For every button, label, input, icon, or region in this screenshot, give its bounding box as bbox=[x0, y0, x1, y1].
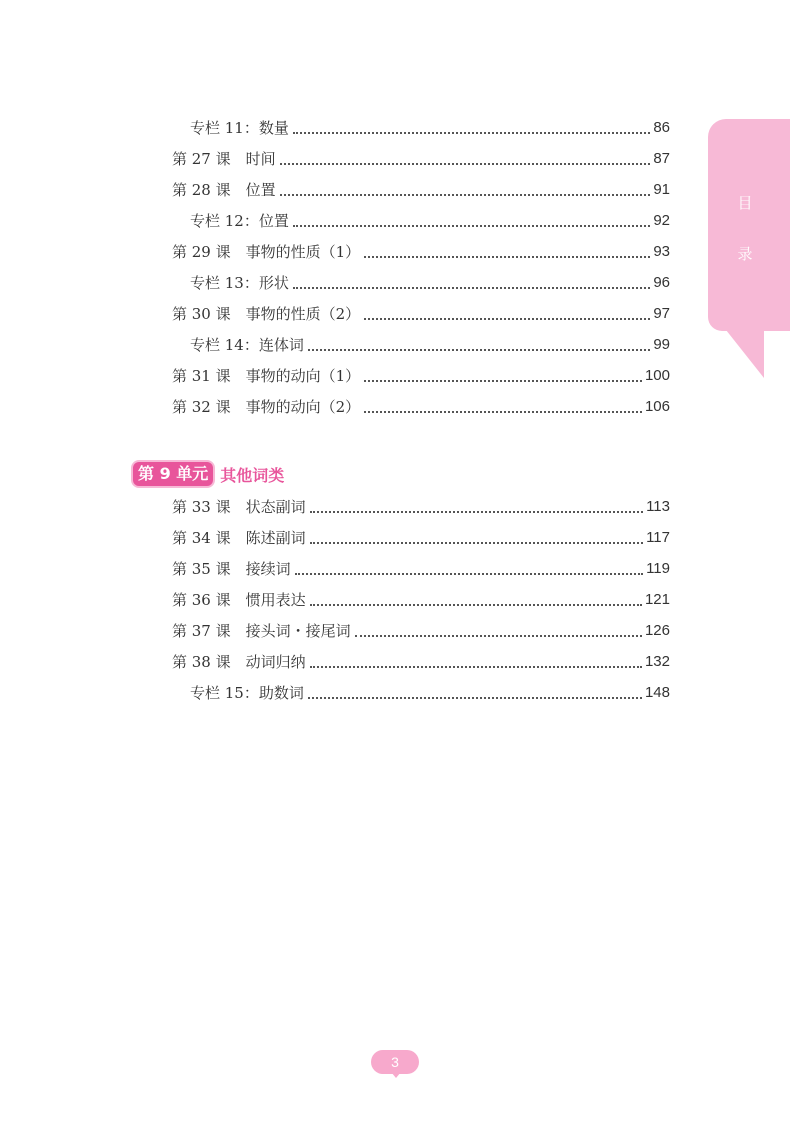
entry-page-number: 132 bbox=[644, 653, 670, 670]
entry-title: 第 28 课 位置 bbox=[172, 181, 276, 199]
toc-entry[interactable] bbox=[190, 681, 670, 705]
entry-page-number: 93 bbox=[653, 243, 670, 260]
dot-leader bbox=[310, 604, 642, 606]
entry-title: 第 33 课 状态副词 bbox=[172, 498, 306, 516]
unit-title: 其他词类 bbox=[220, 465, 285, 485]
toc-entry[interactable] bbox=[172, 147, 670, 171]
entry-title: 第 31 课 事物的动向（1） bbox=[172, 367, 361, 385]
dot-leader bbox=[310, 542, 643, 544]
entry-title: 第 34 课 陈述副词 bbox=[172, 529, 306, 547]
toc-entry[interactable] bbox=[190, 333, 670, 357]
entry-title: 第 32 课 事物的动向（2） bbox=[172, 398, 361, 416]
toc-entry[interactable] bbox=[172, 495, 670, 519]
entry-page-number: 97 bbox=[653, 305, 670, 322]
entry-page-number: 92 bbox=[653, 212, 670, 229]
toc-entry[interactable] bbox=[172, 240, 670, 264]
entry-title: 第 38 课 动词归纳 bbox=[172, 653, 306, 671]
entry-title: 专栏 13：形状 bbox=[190, 274, 289, 292]
entry-page-number: 96 bbox=[653, 274, 670, 291]
dot-leader bbox=[364, 411, 642, 413]
entry-title: 第 29 课 事物的性质（1） bbox=[172, 243, 361, 261]
toc-entry[interactable] bbox=[172, 178, 670, 202]
entry-page-number: 106 bbox=[644, 398, 670, 415]
entry-title: 专栏 14：连体词 bbox=[190, 336, 304, 354]
entry-title: 专栏 12：位置 bbox=[190, 212, 289, 230]
toc-entry[interactable] bbox=[172, 557, 670, 581]
entry-title: 第 37 课 接头词・接尾词 bbox=[172, 622, 351, 640]
dot-leader bbox=[364, 318, 650, 320]
toc-entry[interactable] bbox=[172, 650, 670, 674]
dot-leader bbox=[310, 511, 643, 513]
dot-leader bbox=[310, 666, 642, 668]
toc-entry[interactable] bbox=[172, 619, 670, 643]
entry-title: 第 27 课 时间 bbox=[172, 150, 276, 168]
toc-entry[interactable] bbox=[172, 526, 670, 550]
entry-page-number: 99 bbox=[653, 336, 670, 353]
entry-page-number: 119 bbox=[646, 560, 670, 577]
entry-page-number: 117 bbox=[646, 529, 670, 546]
page-number-notch bbox=[391, 1072, 401, 1078]
side-tab-tail bbox=[726, 330, 764, 378]
toc-entry[interactable] bbox=[172, 302, 670, 326]
contents-side-tab bbox=[708, 119, 790, 331]
dot-leader bbox=[308, 349, 650, 351]
side-tab-char: 目 bbox=[737, 194, 753, 212]
entry-title: 专栏 15：助数词 bbox=[190, 684, 304, 702]
toc-entry[interactable] bbox=[172, 395, 670, 419]
entry-title: 专栏 11：数量 bbox=[190, 119, 289, 137]
entry-page-number: 86 bbox=[653, 119, 670, 136]
toc-entry[interactable] bbox=[190, 209, 670, 233]
entry-page-number: 148 bbox=[644, 684, 670, 701]
unit-heading bbox=[133, 461, 284, 487]
unit-badge: 第 9 单元 bbox=[133, 462, 213, 486]
entry-title: 第 35 课 接续词 bbox=[172, 560, 291, 578]
toc-entry[interactable] bbox=[172, 588, 670, 612]
side-tab-char: 录 bbox=[737, 245, 753, 263]
dot-leader bbox=[355, 635, 642, 637]
entry-page-number: 91 bbox=[653, 181, 670, 198]
dot-leader bbox=[364, 256, 650, 258]
page-number-badge: 3 bbox=[371, 1050, 419, 1074]
entry-title: 第 30 课 事物的性质（2） bbox=[172, 305, 361, 323]
toc-entry[interactable] bbox=[172, 364, 670, 388]
toc-entry[interactable] bbox=[190, 116, 670, 140]
entry-page-number: 121 bbox=[644, 591, 670, 608]
entry-page-number: 100 bbox=[644, 367, 670, 384]
toc-entry[interactable] bbox=[190, 271, 670, 295]
dot-leader bbox=[308, 697, 642, 699]
entry-page-number: 126 bbox=[644, 622, 670, 639]
dot-leader bbox=[293, 287, 650, 289]
dot-leader bbox=[364, 380, 642, 382]
entry-title: 第 36 课 惯用表达 bbox=[172, 591, 306, 609]
dot-leader bbox=[293, 132, 650, 134]
dot-leader bbox=[280, 194, 651, 196]
dot-leader bbox=[280, 163, 651, 165]
dot-leader bbox=[295, 573, 643, 575]
entry-page-number: 113 bbox=[646, 498, 670, 515]
entry-page-number: 87 bbox=[653, 150, 670, 167]
dot-leader bbox=[293, 225, 650, 227]
